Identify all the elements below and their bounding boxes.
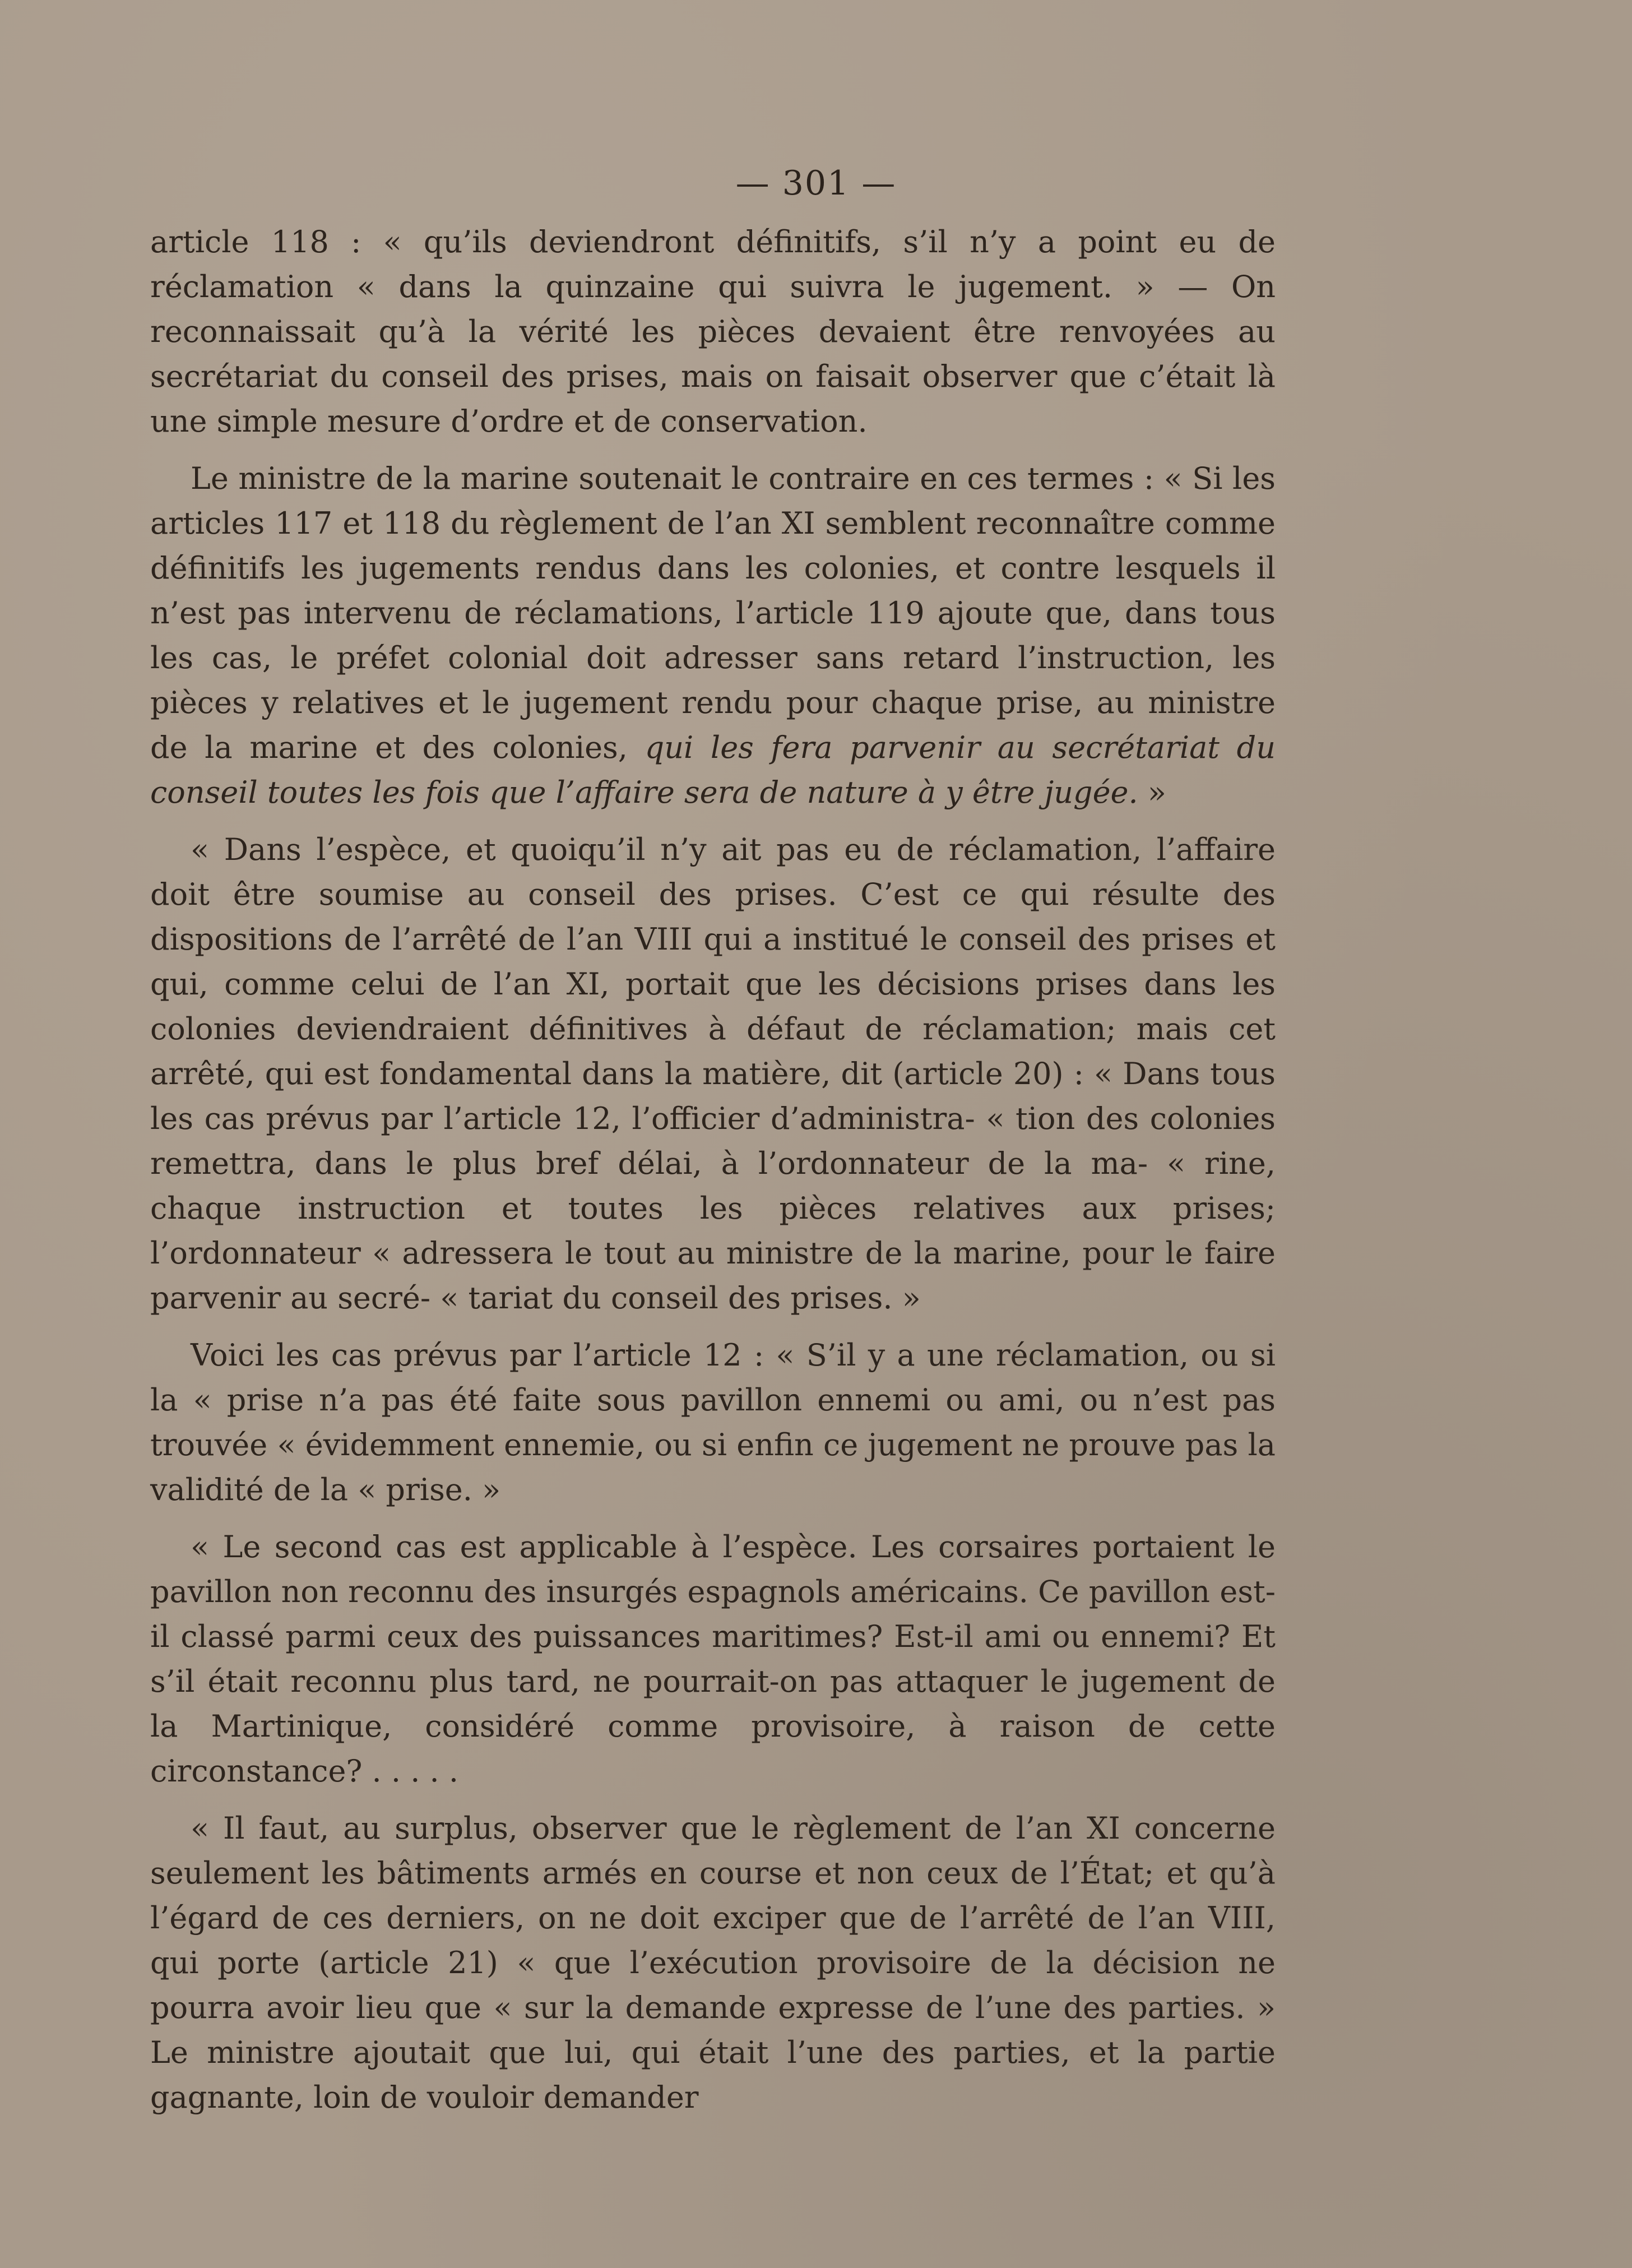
paragraph-5: « Le second cas est applicable à l’espèce. Les corsaires portaient le pavillon non reconnu des insurgés espagnols américains. Ce pavillon est-il classé parmi ceux des puissances maritimes? Est-il ami ou ennemi? Et s’il était reconnu plus tard, ne pourrait-on pas attaquer le jugement de la Martinique, considéré comme provisoire, à raison de cette circonstance? . . . . .	[150, 1529, 1276, 1789]
paragraph-2-italic-quote: qui les fera parvenir au secrétariat du conseil toutes les fois que l’affaire sera de nature à y être jugée.	[150, 730, 1276, 810]
paragraph-2-text: Le ministre de la marine soutenait le contraire en ces termes : « Si les articles 117 et 118 du règlement de l’an XI semblent reconnaître comme définitifs les jugements rendus dans les colonies, et contre lesquels il n’est pas intervenu de réclamations, l’article 119 ajoute que, dans tous les cas, le préfet colonial doit adresser sans retard l’instruction, les pièces y relatives et le jugement rendu pour chaque prise, au ministre de la marine et des colonies,	[150, 461, 1276, 765]
page-number: — 301 —	[735, 164, 897, 203]
paragraph-3: « Dans l’espèce, et quoiqu’il n’y ait pas eu de réclamation, l’affaire doit être soumise au conseil des prises. C’est ce qui résulte des dispositions de l’arrêté de l’an VIII qui a institué le conseil des prises et qui, comme celui de l’an XI, portait que les décisions prises dans les colonies deviendraient définitives à défaut de réclamation; mais cet arrêté, qui est fondamental dans la matière, dit (article 20) : « Dans tous les cas prévus par l’article 12, l’officier d’administra- « tion des colonies remettra, dans le plus bref délai, à l’ordonnateur de la ma- « rine, chaque instruction et toutes les pièces relatives aux prises; l’ordonnateur « adressera le tout au ministre de la marine, pour le faire parvenir au secré- « tariat du conseil des prises. »	[150, 832, 1276, 1316]
paragraph-4: Voici les cas prévus par l’article 12 : « S’il y a une réclamation, ou si la « prise n’a pas été faite sous pavillon ennemi ou ami, ou n’est pas trouvée « évidemment ennemie, ou si enfin ce jugement ne prouve pas la validité de la « prise. »	[150, 1337, 1276, 1507]
paragraph-6: « Il faut, au surplus, observer que le règlement de l’an XI concerne seulement les bâtiments armés en course et non ceux de l’État; et qu’à l’égard de ces derniers, on ne doit exciper que de l’arrêté de l’an VIII, qui porte (article 21) « que l’exécution provisoire de la décision ne pourra avoir lieu que « sur la demande expresse de l’une des parties. » Le ministre ajoutait que lui, qui était l’une des parties, et la partie gagnante, loin de vouloir demander	[150, 1811, 1276, 2115]
paragraph-2-closing-quote: »	[1138, 775, 1166, 810]
paragraph-1: article 118 : « qu’ils deviendront définitifs, s’il n’y a point eu de réclamation « dans la quinzaine qui suivra le jugement. » — On reconnaissait qu’à la vérité les pièces devaient être renvoyées au secrétariat du conseil des prises, mais on faisait observer que c’était là une simple mesure d’ordre et de conservation.	[150, 224, 1276, 439]
paragraph-2	[150, 456, 1276, 815]
body-text	[150, 220, 1276, 2132]
